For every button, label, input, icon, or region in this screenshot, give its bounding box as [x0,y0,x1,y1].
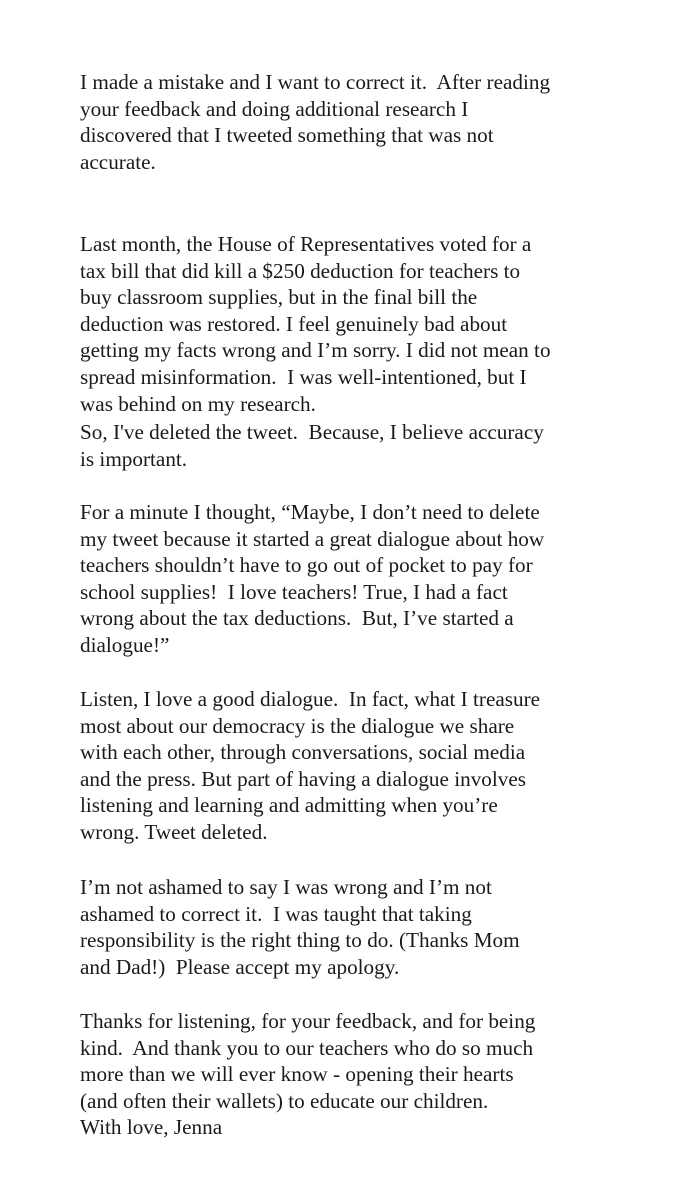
paragraph-closing-signature: Thanks for listening, for your feedback, and for being kind. And thank you to our teachers who do so much more than we will ever know - opening their hearts (and often their wallets) to educate our children. With love, Jenna [80,1009,536,1140]
paragraph-correction-intro: I made a mistake and I want to correct it. After reading your feedback and doing additional research I discovered that I tweeted something that was not accurate. [80,70,551,174]
paragraph-dialogue-thought: For a minute I thought, “Maybe, I don’t need to delete my tweet because it started a great dialogue about how teachers shouldn’t have to go out of pocket to pay for school supplies! I love teachers! True, I had a fact wrong about the tax deductions. But, I’ve started a dialogue!” [80,500,545,657]
paragraph-tax-bill-explanation: Last month, the House of Representatives voted for a tax bill that did kill a $250 deduction for teachers to buy classroom supplies, but in the final bill the deduction was restored. I feel genuinely bad about getting my facts wrong and I’m sorry. I did not mean to spread misinformation. I was well-intentioned, but I was behind on my research. [80,232,551,416]
paragraph-apology: I’m not ashamed to say I was wrong and I’m not ashamed to correct it. I was taught that taking responsibility is the right thing to do. (Thanks Mom and Dad!) Please accept my apology. [80,875,520,979]
paragraph-tweet-deleted: So, I've deleted the tweet. Because, I believe accuracy is important. [80,420,544,471]
paragraph-democracy-dialogue: Listen, I love a good dialogue. In fact, what I treasure most about our democracy is the dialogue we share with each other, through conversations, social media and the press. But part of having a dialogue involves listening and learning and admitting when you’re wrong. Tweet deleted. [80,687,541,844]
